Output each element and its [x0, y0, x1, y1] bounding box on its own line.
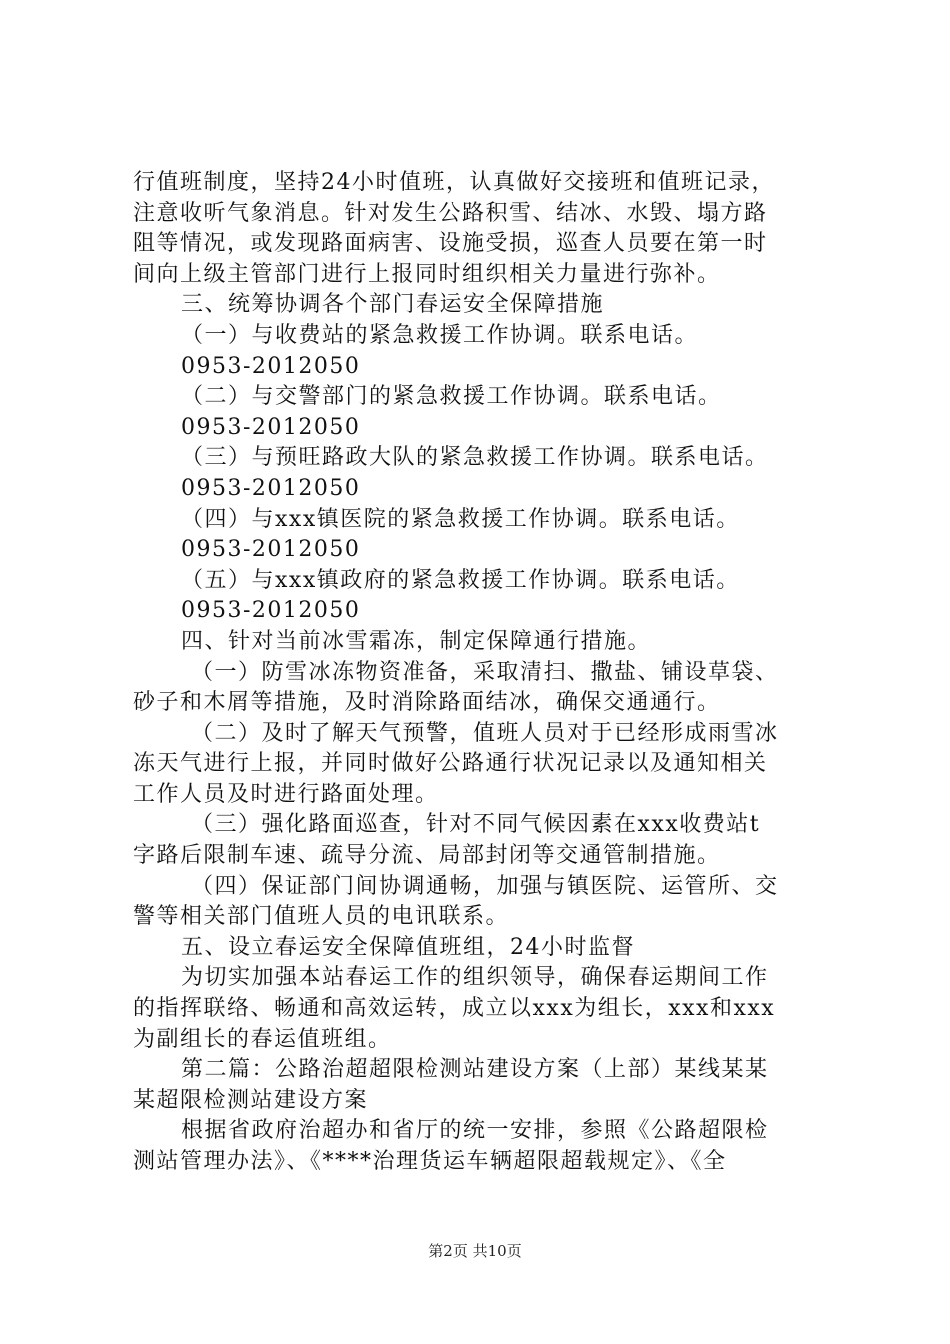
- text-line: 工作人员及时进行路面处理。: [133, 781, 439, 807]
- text-line: 某超限检测站建设方案: [133, 1087, 369, 1113]
- phone-number: 0953-2012050: [181, 414, 361, 440]
- list-item: （一）防雪冰冻物资准备，采取清扫、撒盐、铺设草袋、: [191, 659, 779, 685]
- section-heading: 五、设立春运安全保障值班组，24小时监督: [181, 934, 635, 960]
- text-line: 的指挥联络、畅通和高效运转，成立以xxx为组长，xxx和xxx: [133, 996, 776, 1022]
- phone-number: 0953-2012050: [181, 353, 361, 379]
- list-item: （二）及时了解天气预警，值班人员对于已经形成雨雪冰: [191, 720, 779, 746]
- section-heading: 三、统筹协调各个部门春运安全保障措施: [181, 292, 605, 318]
- list-item: （二）与交警部门的紧急救援工作协调。联系电话。: [181, 384, 722, 410]
- text-line: 警等相关部门值班人员的电讯联系。: [133, 904, 510, 930]
- phone-number: 0953-2012050: [181, 475, 361, 501]
- list-item: （三）与预旺路政大队的紧急救援工作协调。联系电话。: [181, 445, 769, 471]
- text-line: 冻天气进行上报，并同时做好公路通行状况记录以及通知相关: [133, 751, 768, 777]
- list-item: （一）与收费站的紧急救援工作协调。联系电话。: [181, 322, 699, 348]
- text-line: 间向上级主管部门进行上报同时组织相关力量进行弥补。: [133, 261, 721, 287]
- text-line: 字路后限制车速、疏导分流、局部封闭等交通管制措施。: [133, 843, 721, 869]
- text-line: 砂子和木屑等措施，及时消除路面结冰，确保交通通行。: [133, 690, 721, 716]
- section-heading: 四、针对当前冰雪霜冻，制定保障通行措施。: [181, 628, 652, 654]
- text-line: 为副组长的春运值班组。: [133, 1026, 392, 1052]
- paragraph-start: 为切实加强本站春运工作的组织领导，确保春运期间工作: [181, 965, 769, 991]
- list-item: （三）强化路面巡查，针对不同气候因素在xxx收费站t: [191, 812, 761, 838]
- list-item: （四）保证部门间协调通畅，加强与镇医院、运管所、交: [191, 873, 779, 899]
- list-item: （五）与xxx镇政府的紧急救援工作协调。联系电话。: [181, 567, 740, 593]
- paragraph-start: 根据省政府治超办和省厅的统一安排，参照《公路超限检: [181, 1118, 769, 1144]
- list-item: （四）与xxx镇医院的紧急救援工作协调。联系电话。: [181, 506, 740, 532]
- chapter-heading: 第二篇：公路治超超限检测站建设方案（上部）某线某某: [181, 1057, 769, 1083]
- text-line: 阻等情况，或发现路面病害、设施受损，巡查人员要在第一时: [133, 231, 768, 257]
- text-line: 注意收听气象消息。针对发生公路积雪、结冰、水毁、塌方路: [133, 200, 768, 226]
- phone-number: 0953-2012050: [181, 598, 361, 624]
- phone-number: 0953-2012050: [181, 537, 361, 563]
- document-body: [133, 168, 833, 1178]
- page-footer: 第2页 共10页: [428, 1242, 522, 1260]
- text-line: 行值班制度，坚持24小时值班，认真做好交接班和值班记录，: [133, 170, 775, 195]
- text-line: 测站管理办法》、《****治理货运车辆超限超载规定》、《全: [133, 1149, 727, 1174]
